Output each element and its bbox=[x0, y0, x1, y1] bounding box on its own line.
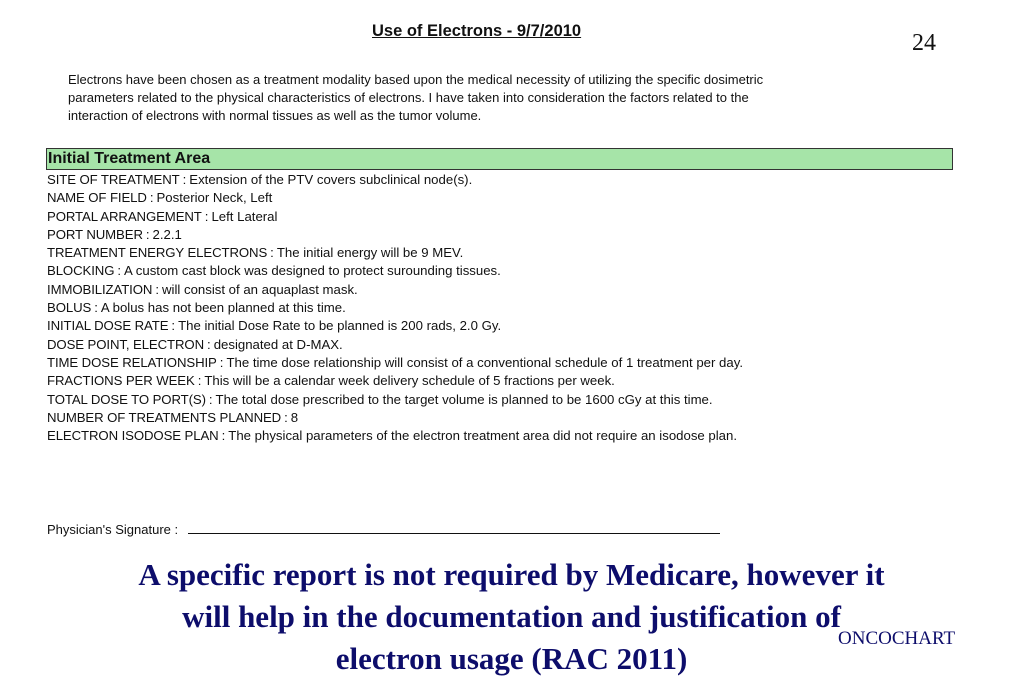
section-header bbox=[46, 148, 953, 170]
field-label: DOSE POINT, ELECTRON bbox=[47, 336, 205, 352]
intro-line: parameters related to the physical characteristics of electrons. I have taken into consideration the factors related to the bbox=[68, 90, 749, 105]
field-separator: : bbox=[221, 428, 226, 444]
field-label: PORTAL ARRANGEMENT bbox=[47, 208, 202, 224]
field-separator: : bbox=[155, 281, 159, 297]
field-label: IMMOBILIZATION bbox=[47, 281, 153, 297]
field-separator: : bbox=[219, 354, 224, 370]
field-value: designated at D-MAX. bbox=[213, 336, 343, 352]
field-separator: : bbox=[197, 373, 202, 389]
field-value: The total dose prescribed to the target volume is planned to be 1600 cGy at this time. bbox=[215, 391, 713, 407]
field-row-number-of-treatments bbox=[47, 409, 743, 427]
field-row-immobilization bbox=[47, 281, 743, 299]
field-separator: : bbox=[117, 263, 122, 279]
brand-label: ONCOCHART bbox=[838, 628, 956, 649]
field-value: The time dose relationship will consist of a conventional schedule of 1 treatment per day. bbox=[226, 354, 743, 370]
intro-paragraph bbox=[68, 71, 973, 125]
field-row-time-dose-relationship bbox=[47, 354, 743, 372]
field-row-fractions-per-week bbox=[47, 372, 743, 390]
field-label: BOLUS bbox=[47, 300, 92, 316]
field-separator: : bbox=[94, 300, 98, 316]
field-value: 8 bbox=[290, 409, 299, 425]
field-value: The initial Dose Rate to be planned is 200 rads, 2.0 Gy. bbox=[178, 318, 502, 334]
field-separator: : bbox=[171, 318, 176, 334]
field-row-portal-arrangement bbox=[47, 208, 743, 226]
field-label: ELECTRON ISODOSE PLAN bbox=[47, 428, 219, 444]
field-label: TREATMENT ENERGY ELECTRONS bbox=[47, 245, 268, 261]
field-separator: : bbox=[284, 409, 288, 425]
field-value: A bolus has not been planned at this time. bbox=[100, 300, 346, 316]
caption-line: will help in the documentation and justification of bbox=[182, 599, 841, 634]
field-row-initial-dose-rate bbox=[47, 317, 743, 335]
field-separator: : bbox=[208, 391, 213, 407]
field-label: TIME DOSE RELATIONSHIP bbox=[47, 354, 217, 370]
page-number: 24 bbox=[912, 30, 936, 56]
field-label: FRACTIONS PER WEEK bbox=[47, 373, 195, 389]
field-value: Extension of the PTV covers subclinical node(s). bbox=[189, 172, 473, 187]
field-value: will consist of an aquaplast mask. bbox=[162, 281, 358, 297]
field-label: BLOCKING bbox=[47, 263, 115, 279]
field-value: This will be a calendar week delivery schedule of 5 fractions per week. bbox=[204, 373, 615, 389]
field-separator: : bbox=[270, 245, 274, 261]
field-row-treatment-energy bbox=[47, 244, 743, 262]
caption-line: A specific report is not required by Medicare, however it bbox=[138, 557, 885, 592]
caption-line: electron usage (RAC 2011) bbox=[335, 641, 688, 676]
field-separator: : bbox=[207, 336, 211, 352]
field-row-bolus bbox=[47, 299, 743, 317]
section-title: Initial Treatment Area bbox=[48, 150, 211, 167]
field-value: The physical parameters of the electron treatment area did not require an isodose plan. bbox=[228, 428, 738, 444]
field-separator: : bbox=[182, 172, 187, 187]
slide-caption bbox=[30, 554, 993, 680]
field-separator: : bbox=[145, 226, 150, 242]
field-label: SITE OF TREATMENT bbox=[47, 172, 180, 187]
document-title: Use of Electrons - 9/7/2010 bbox=[372, 22, 582, 40]
field-row-port-number bbox=[47, 226, 743, 244]
field-value: Left Lateral bbox=[211, 208, 278, 224]
field-value: The initial energy will be 9 MEV. bbox=[276, 245, 464, 261]
signature-area bbox=[47, 522, 720, 537]
field-row-total-dose bbox=[47, 391, 743, 409]
field-label: NUMBER OF TREATMENTS PLANNED bbox=[47, 409, 282, 425]
field-label: INITIAL DOSE RATE bbox=[47, 318, 169, 334]
field-separator: : bbox=[204, 208, 209, 224]
field-separator: : bbox=[149, 190, 154, 206]
field-value: Posterior Neck, Left bbox=[156, 190, 273, 206]
field-value: A custom cast block was designed to protect surounding tissues. bbox=[124, 263, 501, 279]
signature-line bbox=[188, 533, 720, 534]
field-row-site-of-treatment bbox=[47, 171, 743, 189]
field-row-isodose-plan bbox=[47, 427, 743, 445]
intro-line: Electrons have been chosen as a treatment modality based upon the medical necessity of utilizing the specific dosimetric bbox=[68, 72, 764, 87]
field-label: TOTAL DOSE TO PORT(S) bbox=[47, 391, 206, 407]
field-label: PORT NUMBER bbox=[47, 226, 143, 242]
field-row-blocking bbox=[47, 262, 743, 280]
intro-line: interaction of electrons with normal tissues as well as the tumor volume. bbox=[68, 108, 482, 123]
field-row-dose-point bbox=[47, 336, 743, 354]
field-value: 2.2.1 bbox=[152, 226, 182, 242]
treatment-fields bbox=[47, 171, 743, 445]
field-row-name-of-field bbox=[47, 189, 743, 207]
signature-label: Physician's Signature : bbox=[47, 522, 179, 537]
field-label: NAME OF FIELD bbox=[47, 190, 147, 206]
